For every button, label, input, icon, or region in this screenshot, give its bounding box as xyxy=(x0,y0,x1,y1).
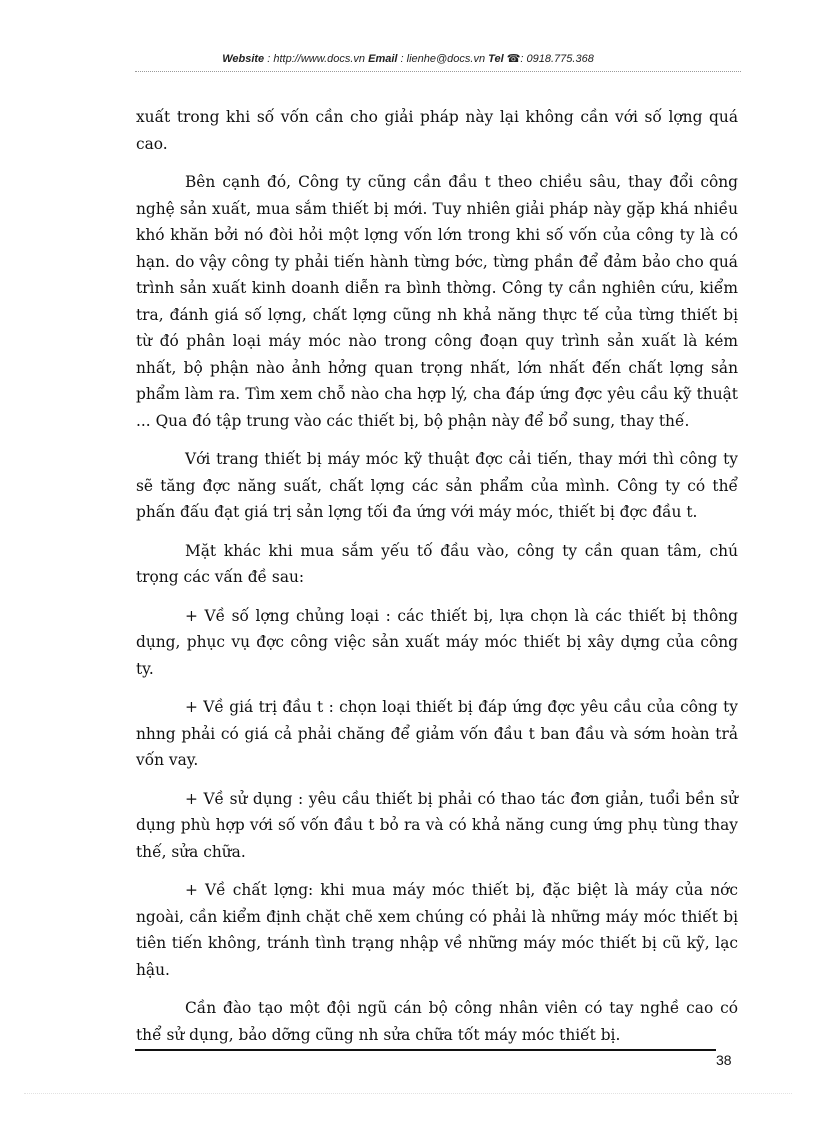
website-url: : http://www.docs.vn xyxy=(264,53,369,65)
page-edge-divider xyxy=(24,1093,792,1094)
list-item: + Về giá trị đầu t : chọn loại thiết bị đáp ứng đợc yêu cầu của công ty nhng phải có giá cả phải chăng để giảm vốn đầu t ban đầu và sớm hoàn trả vốn vay. xyxy=(136,698,738,769)
paragraph: Cần đào tạo một đội ngũ cán bộ công nhân viên có tay nghề cao có thể sử dụng, bảo dỡng cũng nh sửa chữa tốt máy móc thiết bị. xyxy=(136,999,738,1044)
email-label: Email xyxy=(368,53,398,65)
header-divider xyxy=(135,71,741,72)
tel-label: Tel xyxy=(488,53,504,65)
list-item: + Về sử dụng : yêu cầu thiết bị phải có thao tác đơn giản, tuổi bền sử dụng phù hợp với số vốn đầu t bỏ ra và có khả năng cung ứng phụ tùng thay thế, sửa chữa. xyxy=(136,789,738,861)
list-item: + Về số lợng chủng loại : các thiết bị, lựa chọn là các thiết bị thông dụng, phục vụ đợc công việc sản xuất máy móc thiết bị xây dựng của công ty. xyxy=(136,606,738,678)
phone-icon: ☎ xyxy=(506,53,521,65)
paragraph: Với trang thiết bị máy móc kỹ thuật đợc cải tiến, thay mới thì công ty sẽ tăng đợc năng suất, chất lợng các sản phẩm của mình. Công ty có thể phấn đấu đạt giá trị sản lợng tối đa ứng với máy móc, thiết bị đợc đầu t. xyxy=(136,450,738,521)
page-header xyxy=(0,52,816,65)
paragraph: Mặt khác khi mua sắm yếu tố đầu vào, công ty cần quan tâm, chú trọng các vấn đề sau: xyxy=(136,541,738,586)
document-body xyxy=(136,104,738,1060)
tel-number: : 0918.775.368 xyxy=(520,53,594,65)
email-address: : lienhe@docs.vn xyxy=(397,53,489,65)
list-item: + Về chất lợng: khi mua máy móc thiết bị, đặc biệt là máy của nớc ngoài, cần kiểm định chặt chẽ xem chúng có phải là những máy móc thiết bị tiên tiến không, tránh tình trạng nhập về những máy móc thiết bị cũ kỹ, lạc hậu. xyxy=(136,881,738,979)
paragraph: xuất trong khi số vốn cần cho giải pháp này lại không cần với số lợng quá cao. xyxy=(136,108,738,153)
footer-divider xyxy=(135,1049,716,1051)
page-number: 38 xyxy=(716,1052,732,1068)
paragraph: Bên cạnh đó, Công ty cũng cần đầu t theo chiều sâu, thay đổi công nghệ sản xuất, mua sắm thiết bị mới. Tuy nhiên giải pháp này gặp khá nhiều khó khăn bởi nó đòi hỏi một lợng vốn lớn trong khi số vốn của công ty là có hạn. do vậy công ty phải tiến hành từng bớc, từng phần để đảm bảo cho quá trình sản xuất kinh doanh diễn ra bình thờng. Công ty cần nghiên cứu, kiểm tra, đánh giá số lợng, chất lợng cũng nh khả năng thực tế của từng thiết bị từ đó phân loại máy móc nào trong công đoạn quy trình sản xuất là kém nhất, bộ phận nào ảnh hởng quan trọng nhất, lớn nhất đến chất lợng sản phẩm làm ra. Tìm xem chỗ nào cha hợp lý, cha đáp ứng đợc yêu cầu kỹ thuật ... Qua đó tập trung vào các thiết bị, bộ phận này để bổ sung, thay thế. xyxy=(136,173,738,430)
website-label: Website xyxy=(222,53,265,65)
